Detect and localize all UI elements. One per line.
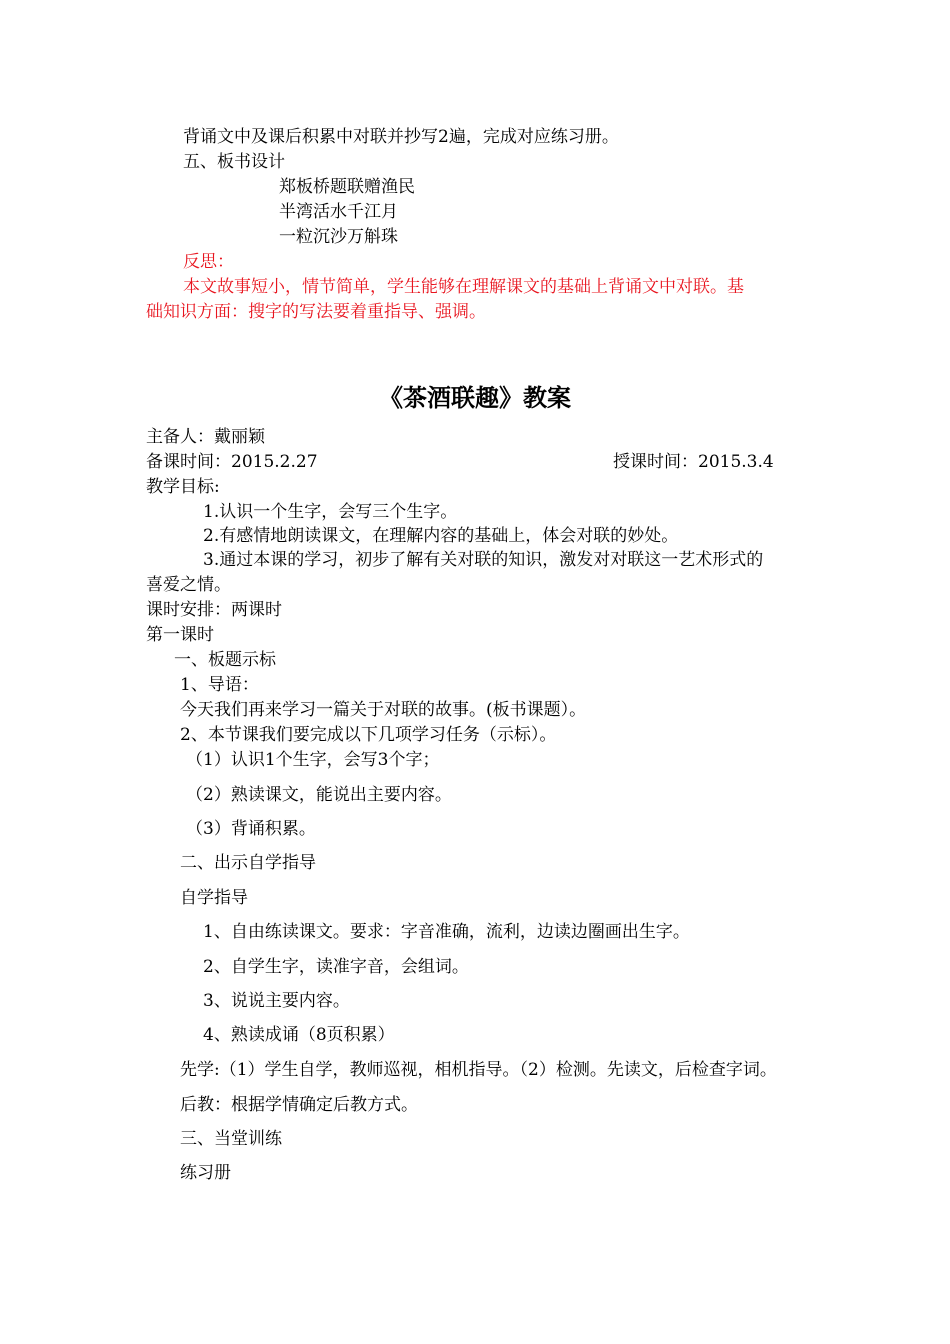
intro-text: 今天我们再来学习一篇关于对联的故事。(板书课题）。 bbox=[180, 700, 587, 720]
teach-after: 后教：根据学情确定后教方式。 bbox=[180, 1095, 418, 1115]
goal-item-continued: 喜爱之情。 bbox=[146, 575, 231, 595]
section-heading: 三、当堂训练 bbox=[180, 1129, 282, 1149]
self-study-item: 3、说说主要内容。 bbox=[203, 991, 350, 1011]
task-item: （3）背诵积累。 bbox=[186, 819, 316, 839]
goal-item: 3.通过本课的学习，初步了解有关对联的知识，激发对对联这一艺术形式的 bbox=[203, 550, 764, 570]
board-line: 半湾活水千江月 bbox=[279, 202, 398, 222]
section-heading: 一、板题示标 bbox=[174, 650, 276, 670]
task-item: （1）认识1个生字，会写3个字； bbox=[186, 750, 440, 770]
preparer: 主备人：戴丽颖 bbox=[146, 427, 265, 447]
board-line: 郑板桥题联赠渔民 bbox=[279, 177, 415, 197]
goal-item: 2.有感情地朗读课文，在理解内容的基础上，体会对联的妙处。 bbox=[203, 526, 679, 546]
prep-time: 备课时间：2015.2.27 bbox=[146, 452, 318, 472]
goal-item: 1.认识一个生字，会写三个生字。 bbox=[203, 502, 458, 522]
goals-label: 教学目标: bbox=[146, 477, 220, 497]
reflection-text: 础知识方面：搜字的写法要着重指导、强调。 bbox=[146, 302, 486, 322]
task-item: （2）熟读课文，能说出主要内容。 bbox=[186, 785, 452, 805]
first-period: 第一课时 bbox=[146, 625, 214, 645]
self-study-item: 1、自由练读课文。要求：字音准确，流利，边读边圈画出生字。 bbox=[203, 922, 690, 942]
board-design-heading: 五、板书设计 bbox=[183, 152, 285, 172]
self-study-label: 自学指导 bbox=[180, 888, 248, 908]
self-study-item: 4、熟读成诵（8页积累） bbox=[203, 1025, 395, 1045]
reflection-text: 本文故事短小，情节简单，学生能够在理解课文的基础上背诵文中对联。基 bbox=[183, 277, 744, 297]
intro-label: 1、导语： bbox=[180, 675, 259, 695]
schedule: 课时安排：两课时 bbox=[146, 600, 282, 620]
teach-time: 授课时间：2015.3.4 bbox=[613, 452, 774, 472]
self-study-item: 2、自学生字，读准字音，会组词。 bbox=[203, 957, 469, 977]
homework-text: 背诵文中及课后积累中对联并抄写2遍，完成对应练习册。 bbox=[183, 127, 619, 147]
reflection-label: 反思： bbox=[183, 252, 234, 272]
tasks-label: 2、本节课我们要完成以下几项学习任务（示标）。 bbox=[180, 725, 557, 745]
board-line: 一粒沉沙万斛珠 bbox=[279, 227, 398, 247]
lesson-title: 《茶酒联趣》教案 bbox=[379, 383, 571, 412]
workbook: 练习册 bbox=[180, 1163, 231, 1183]
section-heading: 二、出示自学指导 bbox=[180, 853, 316, 873]
learn-first: 先学:（1）学生自学，教师巡视，相机指导。（2）检测。先读文，后检查字词。 bbox=[180, 1060, 777, 1080]
